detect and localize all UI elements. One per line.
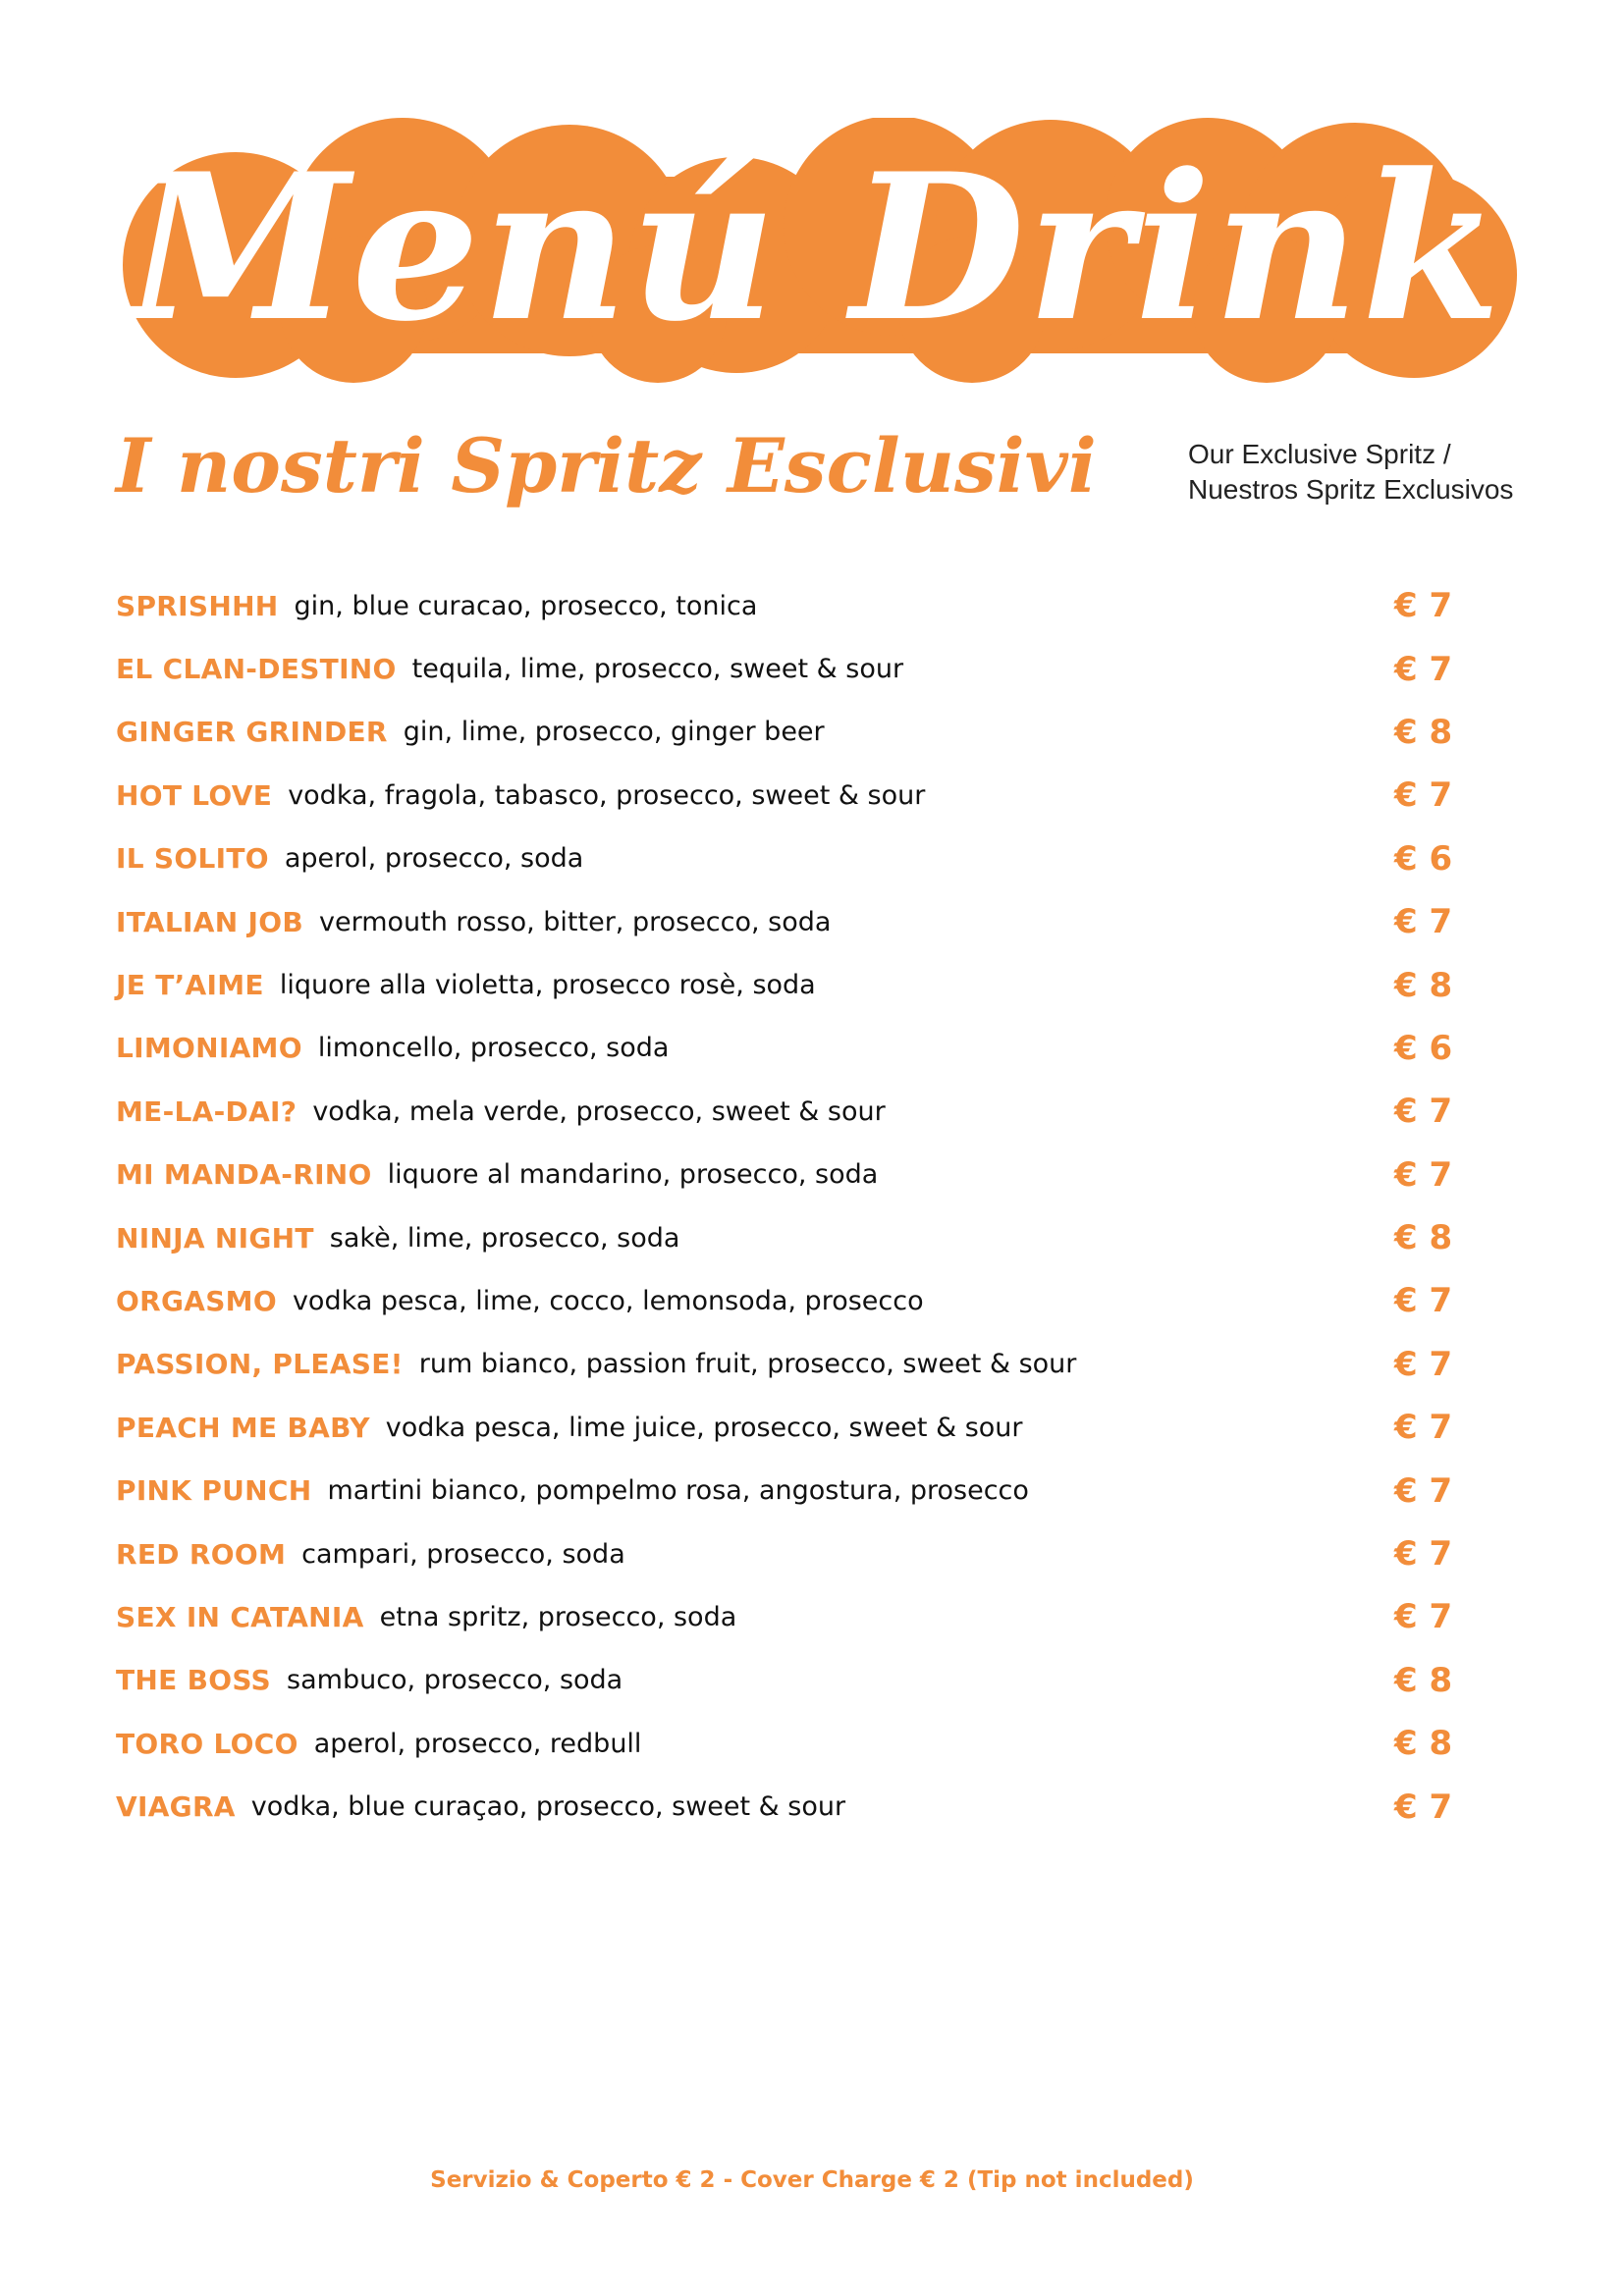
section-title: I nostri Spritz Esclusivi: [116, 422, 1097, 509]
drink-ingredients: vodka pesca, lime, cocco, lemonsoda, prosecco: [292, 1285, 924, 1316]
drink-name: HOT LOVE: [116, 778, 273, 812]
drink-price: € 7: [1394, 1408, 1453, 1448]
drink-price: € 8: [1394, 1724, 1453, 1764]
drink-row: [116, 1080, 1451, 1143]
drink-row: [116, 574, 1451, 637]
drink-price: € 7: [1394, 1470, 1453, 1511]
drink-price: € 7: [1394, 649, 1453, 689]
drink-row: [116, 1017, 1451, 1080]
drink-name: JE T’AIME: [116, 969, 264, 1002]
drink-name: RED ROOM: [116, 1537, 287, 1571]
drink-row: [116, 1585, 1451, 1648]
drink-price: € 8: [1394, 1660, 1453, 1700]
drink-price: € 7: [1394, 1154, 1453, 1195]
drink-price: € 7: [1394, 902, 1453, 942]
drink-row: [116, 1522, 1451, 1585]
drink-price: € 8: [1394, 712, 1453, 752]
drink-price: € 7: [1394, 1597, 1453, 1637]
drink-row: [116, 1206, 1451, 1269]
drink-name: THE BOSS: [116, 1664, 272, 1697]
drink-price: € 7: [1394, 1281, 1453, 1321]
drink-name: ITALIAN JOB: [116, 905, 303, 938]
drink-name: ORGASMO: [116, 1284, 277, 1317]
drink-row: [116, 1396, 1451, 1459]
section-subtitle-line1: Our Exclusive Spritz /: [1188, 439, 1451, 469]
drink-price: € 7: [1394, 1534, 1453, 1575]
section-subtitle: [1188, 437, 1513, 507]
drink-name: PASSION, PLEASE!: [116, 1348, 404, 1381]
section-subtitle-line2: Nuestros Spritz Exclusivos: [1188, 474, 1514, 505]
drink-ingredients: vodka pesca, lime juice, prosecco, sweet & sour: [385, 1412, 1023, 1443]
drink-list: [116, 574, 1451, 1839]
drink-ingredients: sambuco, prosecco, soda: [287, 1665, 623, 1696]
drink-price: € 6: [1394, 1028, 1453, 1068]
drink-ingredients: sakè, lime, prosecco, soda: [329, 1222, 680, 1254]
drink-ingredients: etna spritz, prosecco, soda: [379, 1601, 737, 1632]
drink-name: LIMONIAMO: [116, 1032, 302, 1065]
drink-name: ME-LA-DAI?: [116, 1095, 298, 1128]
section-heading: [116, 417, 1514, 525]
drink-name: VIAGRA: [116, 1790, 236, 1824]
drink-name: TORO LOCO: [116, 1727, 298, 1760]
drink-name: SPRISHHH: [116, 589, 279, 622]
drink-row: [116, 1649, 1451, 1712]
drink-row: [116, 1459, 1451, 1522]
drink-ingredients: gin, blue curacao, prosecco, tonica: [294, 590, 758, 621]
drink-price: € 8: [1394, 1218, 1453, 1258]
drink-name: PINK PUNCH: [116, 1474, 312, 1508]
drink-ingredients: limoncello, prosecco, soda: [317, 1033, 670, 1064]
drink-row: [116, 1269, 1451, 1332]
menu-title: Menú Drink: [127, 131, 1503, 366]
drink-row: [116, 890, 1451, 953]
drink-name: PEACH ME BABY: [116, 1411, 370, 1444]
drink-price: € 7: [1394, 1344, 1453, 1384]
drink-ingredients: rum bianco, passion fruit, prosecco, sweet & sour: [418, 1349, 1077, 1380]
drink-row: [116, 953, 1451, 1016]
drink-row: [116, 1712, 1451, 1775]
drink-price: € 7: [1394, 1787, 1453, 1827]
drink-name: GINGER GRINDER: [116, 716, 388, 749]
drink-row: [116, 1333, 1451, 1396]
drink-row: [116, 1775, 1451, 1838]
drink-ingredients: vodka, fragola, tabasco, prosecco, sweet & sour: [288, 779, 926, 811]
drink-ingredients: vodka, mela verde, prosecco, sweet & sour: [312, 1095, 886, 1127]
drink-row: [116, 1144, 1451, 1206]
drink-ingredients: gin, lime, prosecco, ginger beer: [403, 717, 825, 748]
drink-name: SEX IN CATANIA: [116, 1600, 364, 1633]
drink-ingredients: aperol, prosecco, redbull: [313, 1728, 642, 1759]
drink-ingredients: aperol, prosecco, soda: [284, 843, 584, 875]
drink-price: € 7: [1394, 1092, 1453, 1132]
drink-price: € 6: [1394, 838, 1453, 879]
drink-price: € 7: [1394, 586, 1453, 626]
footer-note: Servizio & Coperto € 2 - Cover Charge € 2 (Tip not included): [430, 2167, 1194, 2193]
drink-row: [116, 828, 1451, 890]
menu-title-banner: [108, 118, 1522, 383]
drink-name: NINJA NIGHT: [116, 1221, 314, 1255]
drink-ingredients: campari, prosecco, soda: [301, 1538, 625, 1570]
drink-ingredients: tequila, lime, prosecco, sweet & sour: [411, 654, 904, 685]
drink-price: € 7: [1394, 775, 1453, 816]
drink-ingredients: martini bianco, pompelmo rosa, angostura, prosecco: [327, 1475, 1029, 1507]
drink-name: MI MANDA-RINO: [116, 1158, 372, 1192]
drink-row: [116, 637, 1451, 700]
drink-ingredients: vodka, blue curaçao, prosecco, sweet & sour: [250, 1791, 846, 1823]
drink-ingredients: liquore al mandarino, prosecco, soda: [387, 1159, 879, 1191]
drink-row: [116, 701, 1451, 764]
drink-row: [116, 764, 1451, 827]
drink-ingredients: liquore alla violetta, prosecco rosè, soda: [279, 970, 816, 1001]
drink-price: € 8: [1394, 965, 1453, 1005]
drink-ingredients: vermouth rosso, bitter, prosecco, soda: [319, 906, 832, 937]
drink-name: IL SOLITO: [116, 842, 269, 876]
drink-name: EL CLAN-DESTINO: [116, 653, 397, 686]
